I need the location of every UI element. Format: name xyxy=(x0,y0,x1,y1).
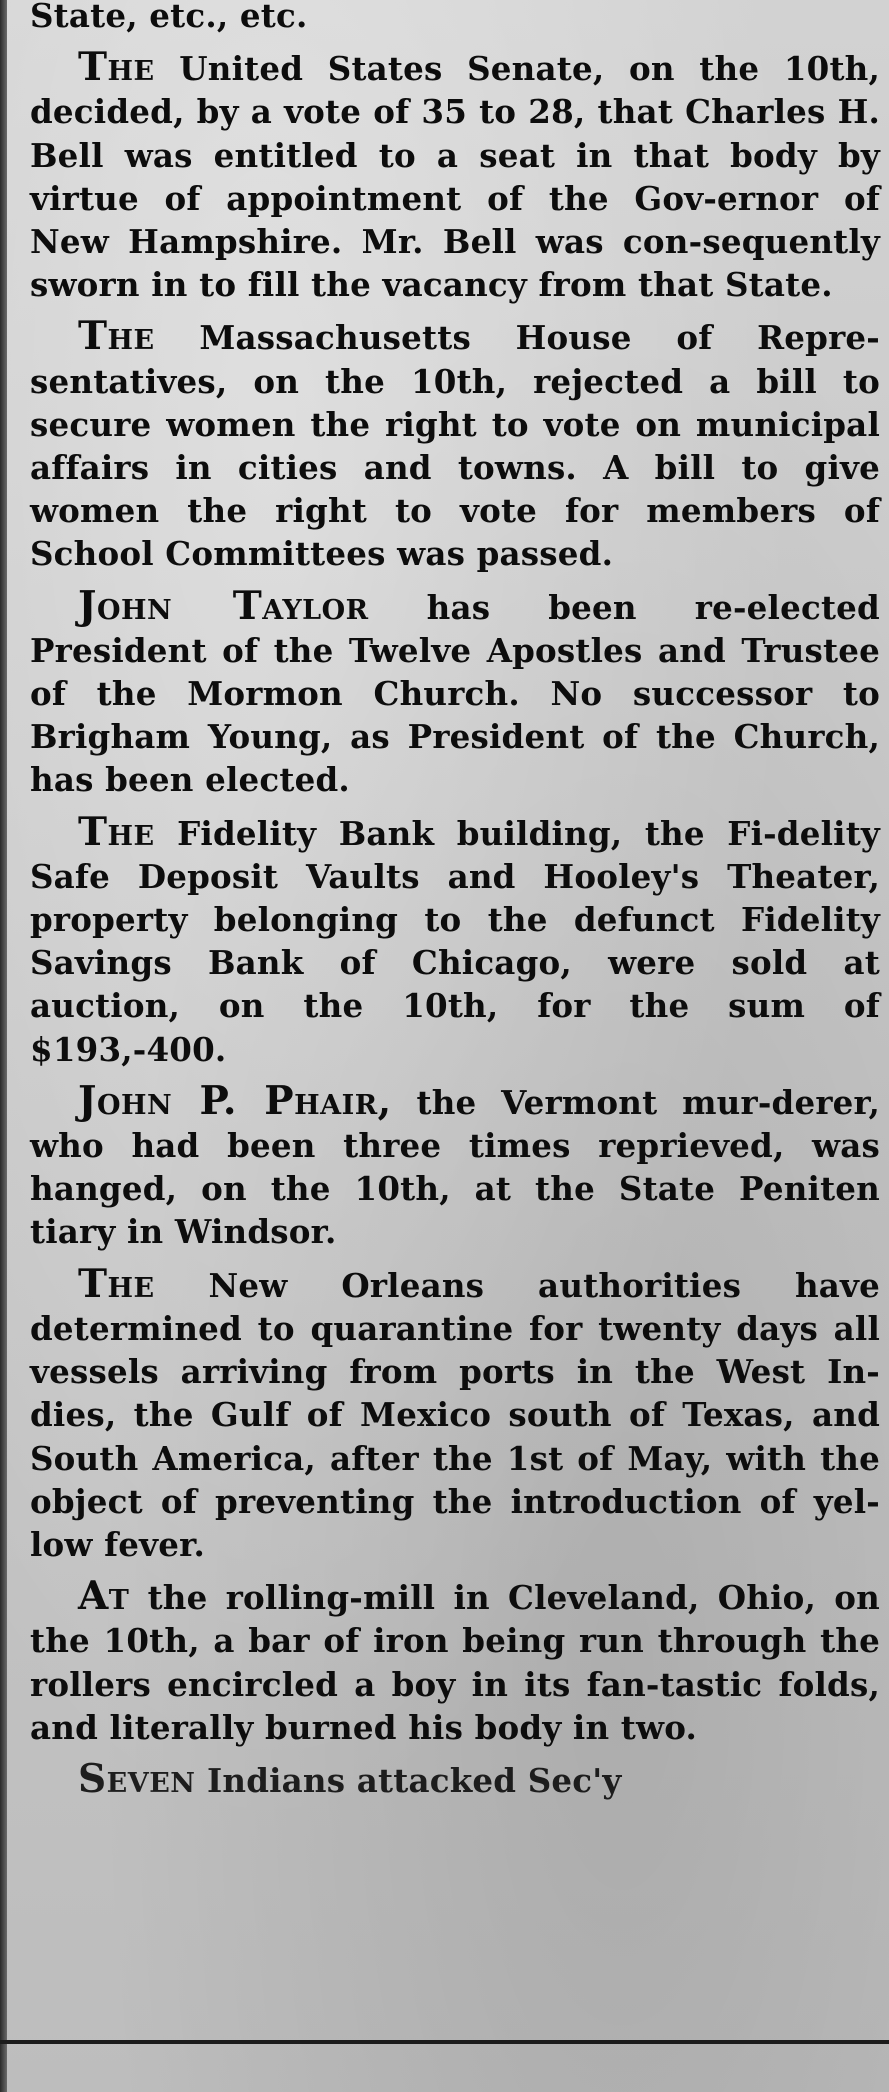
lead-text: The xyxy=(78,313,155,360)
lead-word xyxy=(78,583,369,629)
news-item-senate xyxy=(30,46,880,306)
lead-text: At xyxy=(78,1573,130,1620)
column-rule-left xyxy=(0,0,7,2092)
news-item-new-orleans xyxy=(30,1260,880,1566)
lead-word xyxy=(78,313,155,359)
news-item-text: the rolling-mill in Cleveland, Ohio, on the 10th, a bar of iron being run through the rollers encircled a boy in its fan-tastic folds, and literally burned his body in two. xyxy=(30,1578,880,1747)
news-item-mormon xyxy=(30,582,880,802)
news-column xyxy=(30,0,880,1811)
lead-word xyxy=(78,1261,155,1307)
lead-word xyxy=(78,809,155,855)
lead-word xyxy=(78,44,155,90)
news-item-vermont xyxy=(30,1077,880,1254)
news-item-text: the Vermont mur-derer, who had been three times reprieved, was hanged, on the 10th, at the State Peniten tiary in Windsor. xyxy=(30,1082,880,1252)
news-item-text: Fidelity Bank building, the Fi-delity Safe Deposit Vaults and Hooley's Theater, property belonging to the defunct Fidelity Savings Bank of Chicago, were sold at auction, on the 10th, for the sum of $193,-400. xyxy=(30,813,880,1069)
news-item-text: has been re-elected President of the Twelve Apostles and Trustee of the Mormon Church. No successor to Brigham Young, as President of the Church, has been elected. xyxy=(30,587,880,800)
opening-line: State, etc., etc. xyxy=(30,0,308,35)
news-item-massachusetts xyxy=(30,315,880,575)
lead-text: The xyxy=(78,1260,155,1307)
news-item-text: Massachusetts House of Repre-sentatives, on the 10th, rejected a bill to secure women the right to vote on municipal affairs in cities and towns. A bill to give women the right to vote for members of School Committees was passed. xyxy=(30,318,880,574)
lead-text: Seven xyxy=(78,1755,196,1802)
lead-text: The xyxy=(78,44,155,91)
lead-text: The xyxy=(78,808,155,855)
lead-word xyxy=(78,1756,195,1802)
bottom-crop-edge xyxy=(0,2040,889,2044)
news-item-cleveland xyxy=(30,1575,880,1749)
news-item-fidelity-bank xyxy=(30,808,880,1071)
lead-text: John P. Phair, xyxy=(78,1077,392,1124)
news-item-indians xyxy=(30,1755,880,1802)
lead-word xyxy=(78,1078,392,1124)
lead-word xyxy=(78,1573,129,1619)
news-item-text: Indians attacked Sec'y xyxy=(195,1760,622,1800)
lead-text: John Taylor xyxy=(78,582,369,629)
news-item-text: New Orleans authorities have determined to quarantine for twenty days all vessels arriving from ports in the West In-dies, the Gulf of Mexico south of Texas, and South America, after the 1st of May, with the object of preventing the introduction of yel-low fever. xyxy=(30,1265,880,1564)
news-item-text: United States Senate, on the 10th, decided, by a vote of 35 to 28, that Charles H. Bell was entitled to a seat in that body by virtue of appointment of the Gov-ernor of New Hampshire. Mr. Bell was con-sequently sworn in to fill the vacancy from that State. xyxy=(30,49,880,305)
